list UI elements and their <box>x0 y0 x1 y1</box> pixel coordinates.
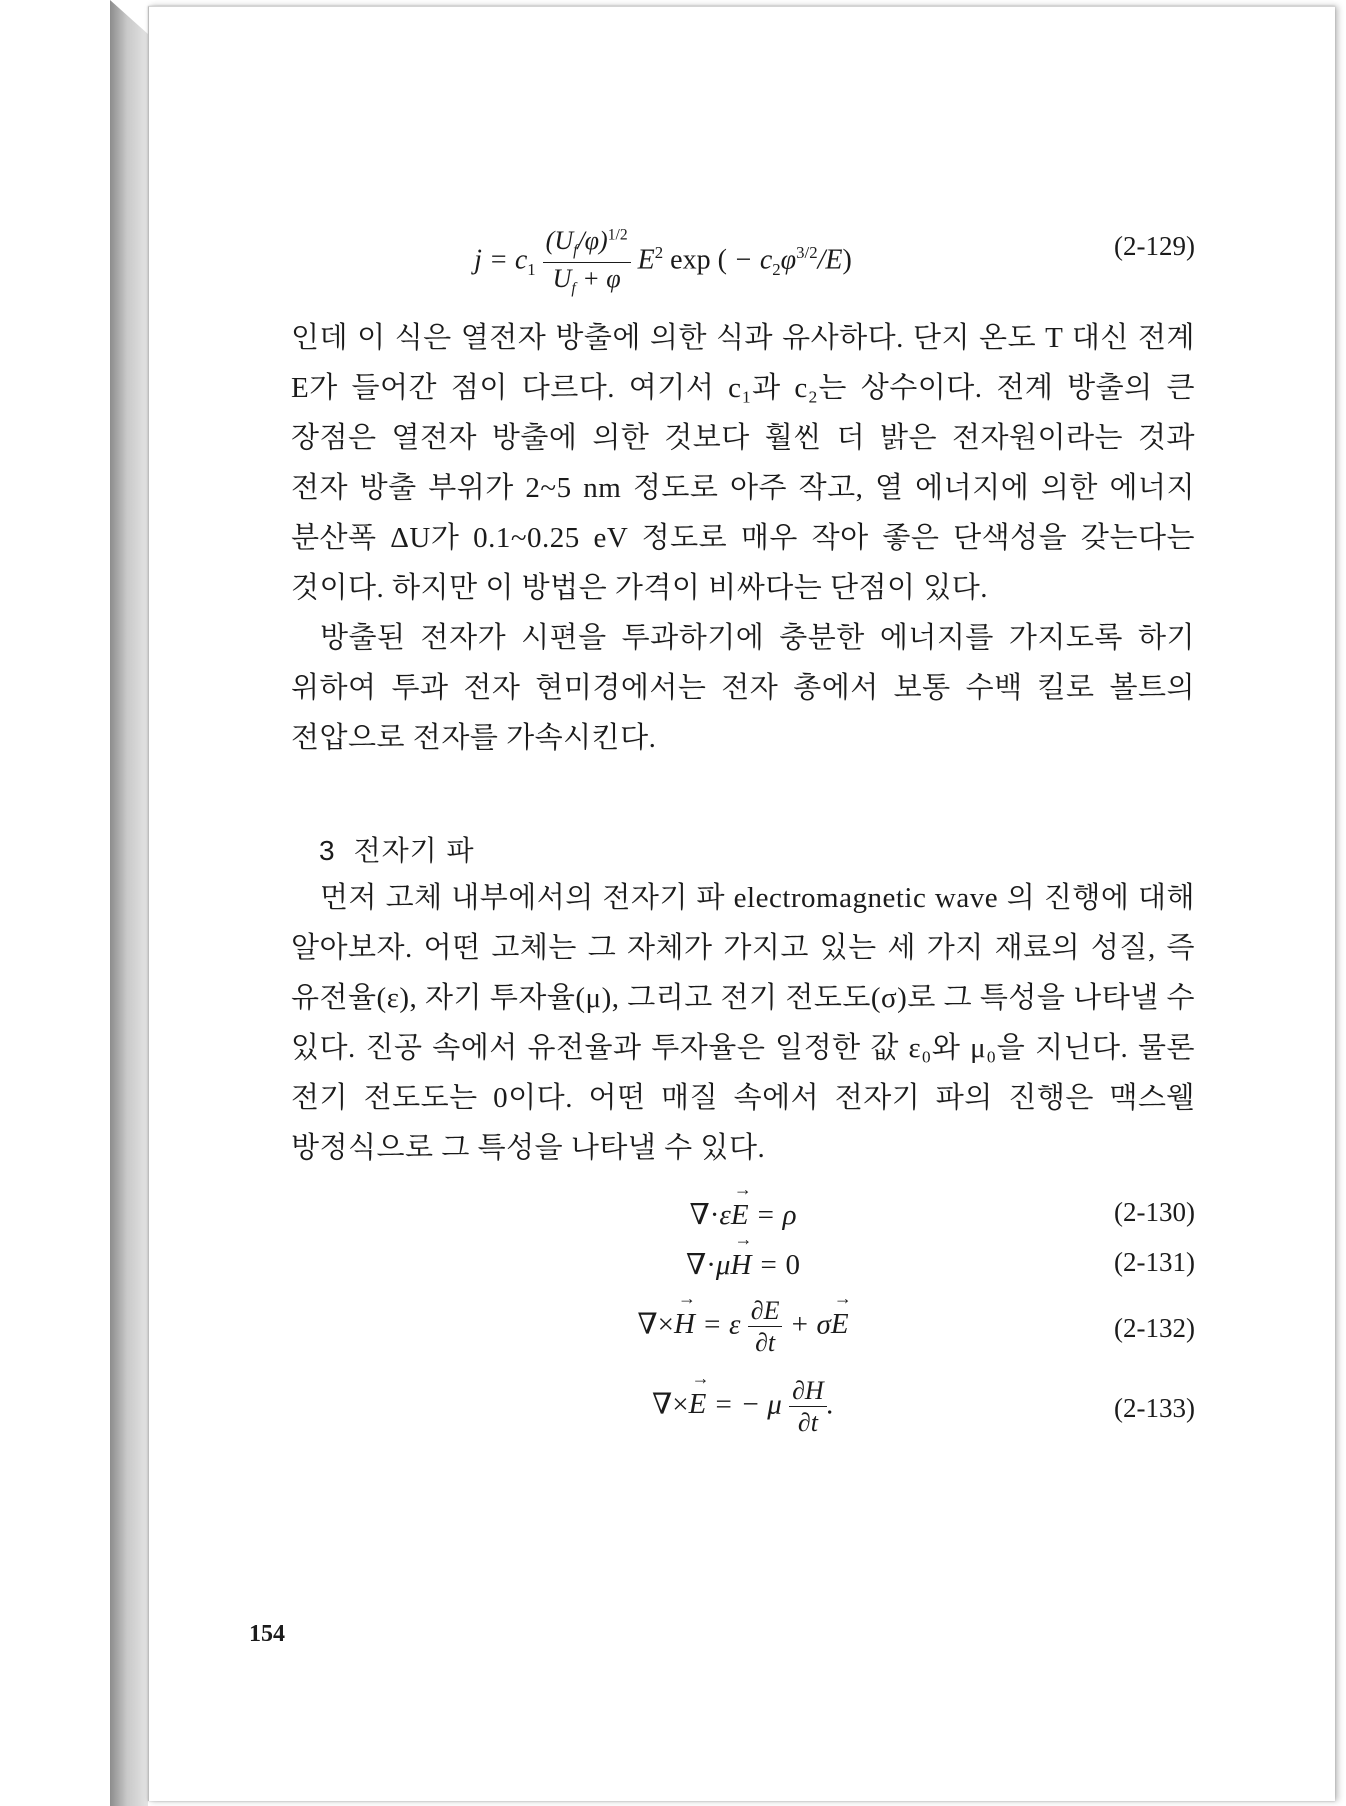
book-page <box>148 6 1335 1801</box>
paragraph: 먼저 고체 내부에서의 전자기 파 electromagnetic wave 의 진행에 대해 알아보자. 어떤 고체는 그 자체가 가지고 있는 세 가지 재료의 성질, 즉 유전율(ε), 자기 투자율(μ), 그리고 전기 전도도(σ)로 그 특성을 나타낼 수 있다. 진공 속에서 유전율과 투자율은 일정한 값 ε₀와 μ₀을 지닌다. 물론 전기 전도도는 0이다. 어떤 매질 속에서 전자기 파의 진행은 맥스웰 방정식으로 그 특성을 나타낼 수 있다. <box>291 882 1195 1164</box>
equation-2-132 <box>291 1288 1195 1377</box>
equation-2-129-body: $j = c_1$ $\frac{(U_f/\varphi)^{1/2}}{U_f + \varphi}$ $E^2$ exp ( − $c_2\varphi^{3/2}/E$) <box>474 226 852 297</box>
section-title: 전자기 파 <box>353 835 475 866</box>
equation-body: ∇×E → = − μ $\frac{\partial H}{\partial t}$ . <box>652 1368 834 1438</box>
equation-2-129 <box>291 227 1195 297</box>
equation-2-133 <box>291 1368 1195 1457</box>
paragraph: 인데 이 식은 열전자 방출에 의한 식과 유사하다. 단지 온도 T 대신 전계 E가 들어간 점이 다르다. 여기서 c₁과 c₂는 상수이다. 전계 방출의 큰 장점은 열전자 방출에 의한 것보다 훨씬 더 밝은 전자원이라는 것과 전자 방출 부위가 2~5 nm 정도로 아주 작고, 열 에너지에 의한 에너지 분산폭 ΔU가 0.1~0.25 eV 정도로 매우 작아 좋은 단색성을 갖는다는 것이다. 하지만 이 방법은 가격이 비싸다는 단점이 있다. <box>291 322 1195 604</box>
equation-body: ∇·εE → = ρ <box>689 1179 797 1231</box>
section-number: 3 <box>319 835 336 866</box>
equation-body: ∇·μH → = 0 <box>686 1229 800 1281</box>
equation-fraction: $\frac{\partial E}{\partial t}$ <box>748 1297 783 1357</box>
book-spine-corner <box>110 0 148 34</box>
equation-fraction: $\frac{(U_f/\varphi)^{1/2}}{U_f + \varphi}$ <box>543 227 631 297</box>
equation-number: (2-129) <box>1114 231 1195 261</box>
equation-fraction: $\frac{\partial H}{\partial t}$ <box>789 1377 827 1437</box>
page-number: 154 <box>249 1621 285 1647</box>
equation-number: (2-130) <box>1114 1197 1195 1227</box>
paragraph: 방출된 전자가 시편을 투과하기에 충분한 에너지를 가지도록 하기 위하여 투과 전자 현미경에서는 전자 총에서 보통 수백 킬로 볼트의 전압으로 전자를 가속시킨다. <box>291 622 1195 754</box>
equation-number: (2-131) <box>1114 1247 1195 1277</box>
equation-number: (2-133) <box>1114 1393 1195 1423</box>
equation-body: ∇×H → = ε $\frac{\partial E}{\partial t}$ + σE → <box>637 1288 852 1358</box>
equation-2-131 <box>291 1229 1195 1297</box>
page-content <box>291 227 1195 1457</box>
section-heading <box>319 829 1195 869</box>
book-spine-edge <box>110 0 148 1806</box>
maxwell-equations <box>291 1179 1195 1457</box>
equation-number: (2-132) <box>1114 1313 1195 1343</box>
